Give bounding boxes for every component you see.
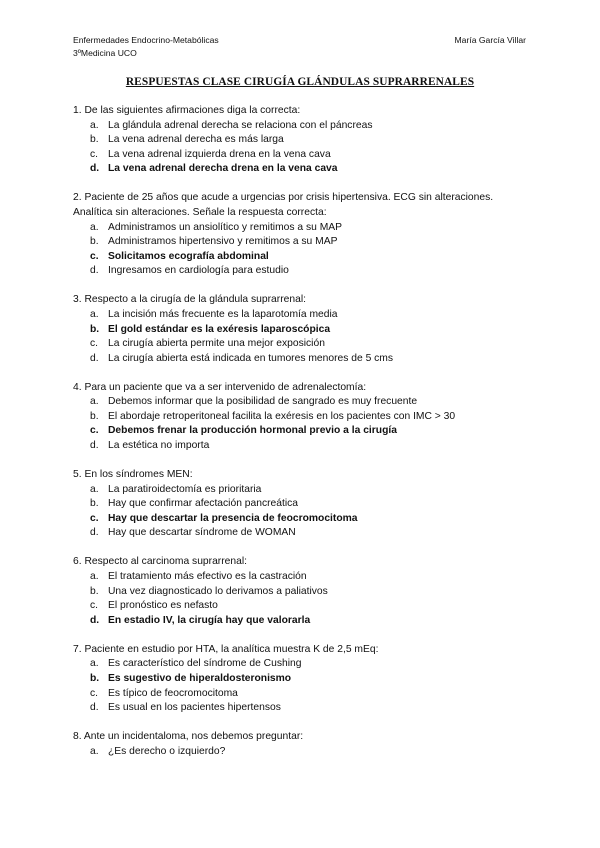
option-letter: d. bbox=[90, 614, 100, 626]
option-text: El gold estándar es la exéresis laparoscópica bbox=[108, 323, 331, 335]
option-letter: c. bbox=[90, 250, 99, 262]
option-text: Es sugestivo de hiperaldosteronismo bbox=[108, 672, 292, 684]
option-text: Administramos hipertensivo y remitimos a su MAP bbox=[108, 236, 338, 248]
option-list bbox=[73, 570, 533, 628]
option-letter: b. bbox=[90, 410, 99, 422]
question-1 bbox=[73, 104, 533, 177]
option-text: Hay que descartar síndrome de WOMAN bbox=[108, 527, 296, 539]
option-text: Debemos informar que la posibilidad de sangrado es muy frecuente bbox=[108, 396, 418, 408]
question-stem: 8. Ante un incidentaloma, nos debemos preguntar: bbox=[73, 731, 304, 743]
option-letter: b. bbox=[90, 672, 100, 684]
option-letter: d. bbox=[90, 527, 99, 539]
option-text: El pronóstico es nefasto bbox=[108, 600, 218, 612]
answer-option bbox=[73, 701, 533, 716]
answer-option bbox=[73, 352, 533, 367]
option-text: Es característico del síndrome de Cushing bbox=[108, 658, 302, 670]
option-text: Hay que confirmar afectación pancreática bbox=[108, 498, 299, 510]
questions-list bbox=[73, 104, 533, 774]
correct-answer-option bbox=[73, 250, 533, 265]
option-list bbox=[73, 119, 533, 177]
option-letter: b. bbox=[90, 585, 99, 597]
answer-option bbox=[73, 308, 533, 323]
correct-answer-option bbox=[73, 162, 533, 177]
option-letter: a. bbox=[90, 745, 99, 757]
option-text: Es típico de feocromocitoma bbox=[108, 687, 238, 699]
option-text: La cirugía abierta está indicada en tumores menores de 5 cms bbox=[108, 352, 394, 364]
question-8 bbox=[73, 730, 533, 759]
question-stem: 4. Para un paciente que va a ser intervenido de adrenalectomía: bbox=[73, 381, 367, 393]
option-letter: c. bbox=[90, 600, 99, 612]
answer-option bbox=[73, 148, 533, 163]
question-stem: 1. De las siguientes afirmaciones diga la correcta: bbox=[73, 105, 301, 116]
option-letter: d. bbox=[90, 265, 99, 277]
option-letter: a. bbox=[90, 483, 99, 495]
answer-option bbox=[73, 526, 533, 541]
option-text: El abordaje retroperitoneal facilita la exéresis en los pacientes con IMC > 30 bbox=[108, 410, 456, 422]
option-text: Es usual en los pacientes hipertensos bbox=[108, 702, 281, 714]
option-letter: b. bbox=[90, 134, 99, 146]
option-list bbox=[73, 657, 533, 715]
question-3 bbox=[73, 293, 533, 366]
option-letter: b. bbox=[90, 236, 99, 248]
question-5 bbox=[73, 468, 533, 541]
option-list bbox=[73, 483, 533, 541]
option-list bbox=[73, 221, 533, 279]
option-text: Ingresamos en cardiología para estudio bbox=[108, 265, 289, 277]
option-letter: b. bbox=[90, 323, 100, 335]
option-text: La incisión más frecuente es la laparotomía media bbox=[108, 308, 338, 320]
question-stem: 3. Respecto a la cirugía de la glándula suprarrenal: bbox=[73, 294, 306, 306]
option-letter: c. bbox=[90, 425, 99, 437]
option-text: La estética no importa bbox=[108, 440, 210, 452]
option-letter: d. bbox=[90, 440, 99, 452]
option-text: La vena adrenal izquierda drena en la vena cava bbox=[108, 148, 331, 160]
correct-answer-option bbox=[73, 614, 533, 629]
option-text: La paratiroidectomía es prioritaria bbox=[108, 483, 262, 495]
option-text: Una vez diagnosticado lo derivamos a paliativos bbox=[108, 585, 328, 597]
option-list bbox=[73, 395, 533, 453]
option-letter: a. bbox=[90, 308, 99, 320]
option-letter: b. bbox=[90, 498, 99, 510]
question-stem: 5. En los síndromes MEN: bbox=[73, 469, 193, 481]
header-author: María García Villar bbox=[454, 35, 526, 45]
answer-option bbox=[73, 439, 533, 454]
option-text: En estadio IV, la cirugía hay que valorarla bbox=[108, 614, 311, 626]
answer-option bbox=[73, 570, 533, 585]
option-letter: d. bbox=[90, 163, 100, 175]
correct-answer-option bbox=[73, 424, 533, 439]
answer-option bbox=[73, 221, 533, 236]
option-text: Administramos un ansiolítico y remitimos a su MAP bbox=[108, 221, 343, 233]
question-6 bbox=[73, 555, 533, 628]
option-letter: d. bbox=[90, 702, 99, 714]
answer-option bbox=[73, 264, 533, 279]
option-letter: a. bbox=[90, 221, 99, 233]
option-text: Solicitamos ecografía abdominal bbox=[108, 250, 269, 262]
option-letter: c. bbox=[90, 687, 99, 699]
option-list bbox=[73, 308, 533, 366]
option-text: ¿Es derecho o izquierdo? bbox=[108, 745, 226, 757]
answer-option bbox=[73, 133, 533, 148]
option-letter: a. bbox=[90, 396, 99, 408]
option-text: Hay que descartar la presencia de feocromocitoma bbox=[108, 512, 358, 524]
answer-option bbox=[73, 410, 533, 425]
option-text: La cirugía abierta permite una mejor exposición bbox=[108, 338, 325, 350]
option-letter: a. bbox=[90, 658, 99, 670]
option-letter: c. bbox=[90, 148, 99, 160]
question-4 bbox=[73, 381, 533, 454]
option-text: La glándula adrenal derecha se relaciona con el páncreas bbox=[108, 119, 373, 131]
question-stem: 7. Paciente en estudio por HTA, la analítica muestra K de 2,5 mEq: bbox=[73, 643, 379, 655]
option-text: La vena adrenal derecha es más larga bbox=[108, 134, 284, 146]
correct-answer-option bbox=[73, 512, 533, 527]
header-year: 3ºMedicina UCO bbox=[73, 48, 137, 58]
correct-answer-option bbox=[73, 672, 533, 687]
option-letter: a. bbox=[90, 119, 99, 131]
answer-option bbox=[73, 657, 533, 672]
answer-option bbox=[73, 119, 533, 134]
header-left bbox=[73, 34, 219, 60]
header-course: Enfermedades Endocrino-Metabólicas bbox=[73, 35, 219, 45]
option-letter: a. bbox=[90, 570, 99, 582]
option-text: El tratamiento más efectivo es la castración bbox=[108, 570, 307, 582]
question-stem: 2. Paciente de 25 años que acude a urgencias por crisis hipertensiva. ECG sin alteraciones. Analítica sin alteraciones. Señale la respuesta correcta: bbox=[73, 192, 494, 218]
answer-option bbox=[73, 497, 533, 512]
answer-option bbox=[73, 599, 533, 614]
question-7 bbox=[73, 643, 533, 716]
answer-option bbox=[73, 687, 533, 702]
option-text: Debemos frenar la producción hormonal previo a la cirugía bbox=[108, 425, 397, 437]
question-stem: 6. Respecto al carcinoma suprarrenal: bbox=[73, 556, 247, 568]
answer-option bbox=[73, 395, 533, 410]
answer-option bbox=[73, 235, 533, 250]
answer-option bbox=[73, 745, 533, 760]
option-letter: c. bbox=[90, 512, 99, 524]
answer-option bbox=[73, 483, 533, 498]
document-title: RESPUESTAS CLASE CIRUGÍA GLÁNDULAS SUPRARRENALES bbox=[125, 76, 475, 88]
option-text: La vena adrenal derecha drena en la vena cava bbox=[108, 163, 338, 175]
correct-answer-option bbox=[73, 323, 533, 338]
answer-option bbox=[73, 337, 533, 352]
option-letter: c. bbox=[90, 338, 99, 350]
option-list bbox=[73, 745, 533, 760]
question-2 bbox=[73, 191, 533, 279]
option-letter: d. bbox=[90, 352, 99, 364]
answer-option bbox=[73, 585, 533, 600]
